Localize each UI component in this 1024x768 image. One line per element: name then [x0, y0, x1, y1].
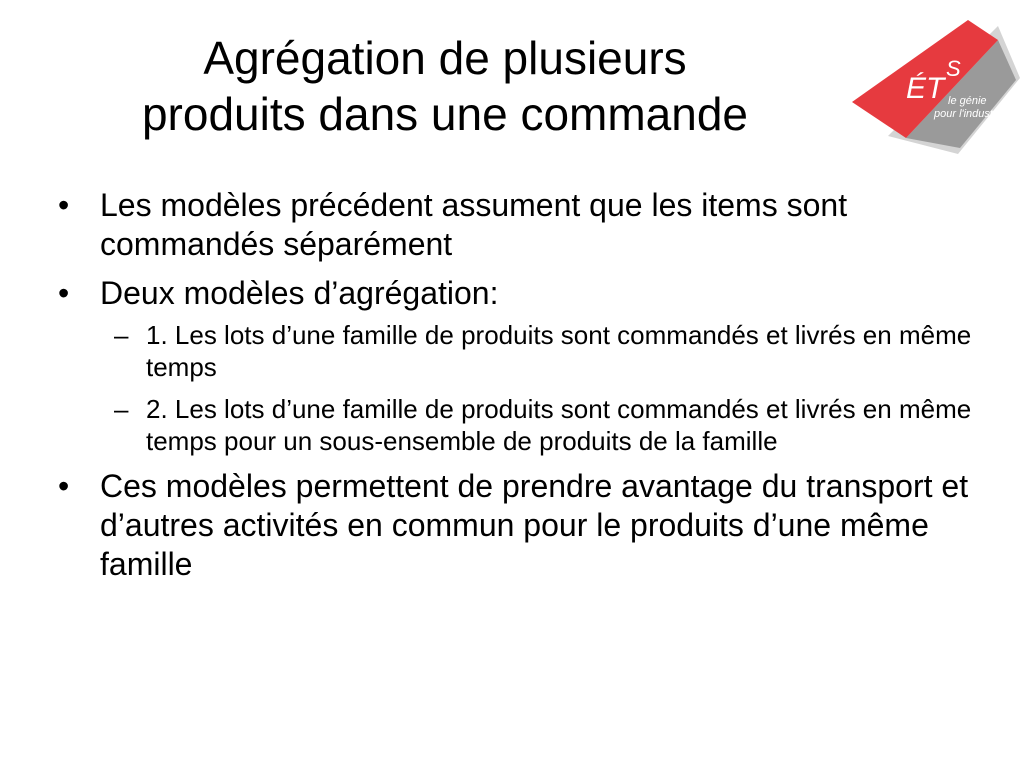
bullet-marker: •: [58, 187, 70, 223]
sub-bullet-list: [100, 319, 978, 457]
title-line-2: produits dans une commande: [141, 88, 749, 140]
sub-bullet-item: [100, 319, 978, 383]
bullet-list: [58, 186, 978, 594]
bullet-item: [58, 186, 978, 264]
logo-letters: ÉT: [906, 72, 945, 105]
sub-bullet-marker: –: [114, 320, 129, 350]
sub-bullet-item: [100, 393, 978, 457]
bullet-marker: •: [58, 468, 70, 504]
bullet-item: [58, 467, 978, 584]
ets-logo-graphic: [848, 18, 1020, 154]
sub-bullet-text: 1. Les lots d’une famille de produits sont commandés et livrés en même temps: [146, 320, 972, 382]
bullet-item: [58, 274, 978, 457]
logo-tagline-1: le génie: [948, 95, 987, 107]
ets-logo: [848, 18, 1020, 154]
bullet-marker: •: [58, 275, 70, 311]
logo-tagline-2: pour l'industrie: [934, 108, 1006, 120]
bullet-text: Ces modèles permettent de prendre avantage du transport et d’autres activités en commun pour le produits d’une même famille: [100, 468, 969, 582]
bullet-text: Deux modèles d’agrégation:: [100, 275, 499, 311]
logo-superscript: S: [946, 56, 961, 81]
slide-title: [40, 30, 850, 142]
bullet-text: Les modèles précédent assument que les items sont commandés séparément: [100, 187, 848, 262]
sub-bullet-marker: –: [114, 394, 129, 424]
title-line-1: Agrégation de plusieurs: [203, 32, 687, 84]
sub-bullet-text: 2. Les lots d’une famille de produits sont commandés et livrés en même temps pour un sous-ensemble de produits de la famille: [146, 394, 972, 456]
